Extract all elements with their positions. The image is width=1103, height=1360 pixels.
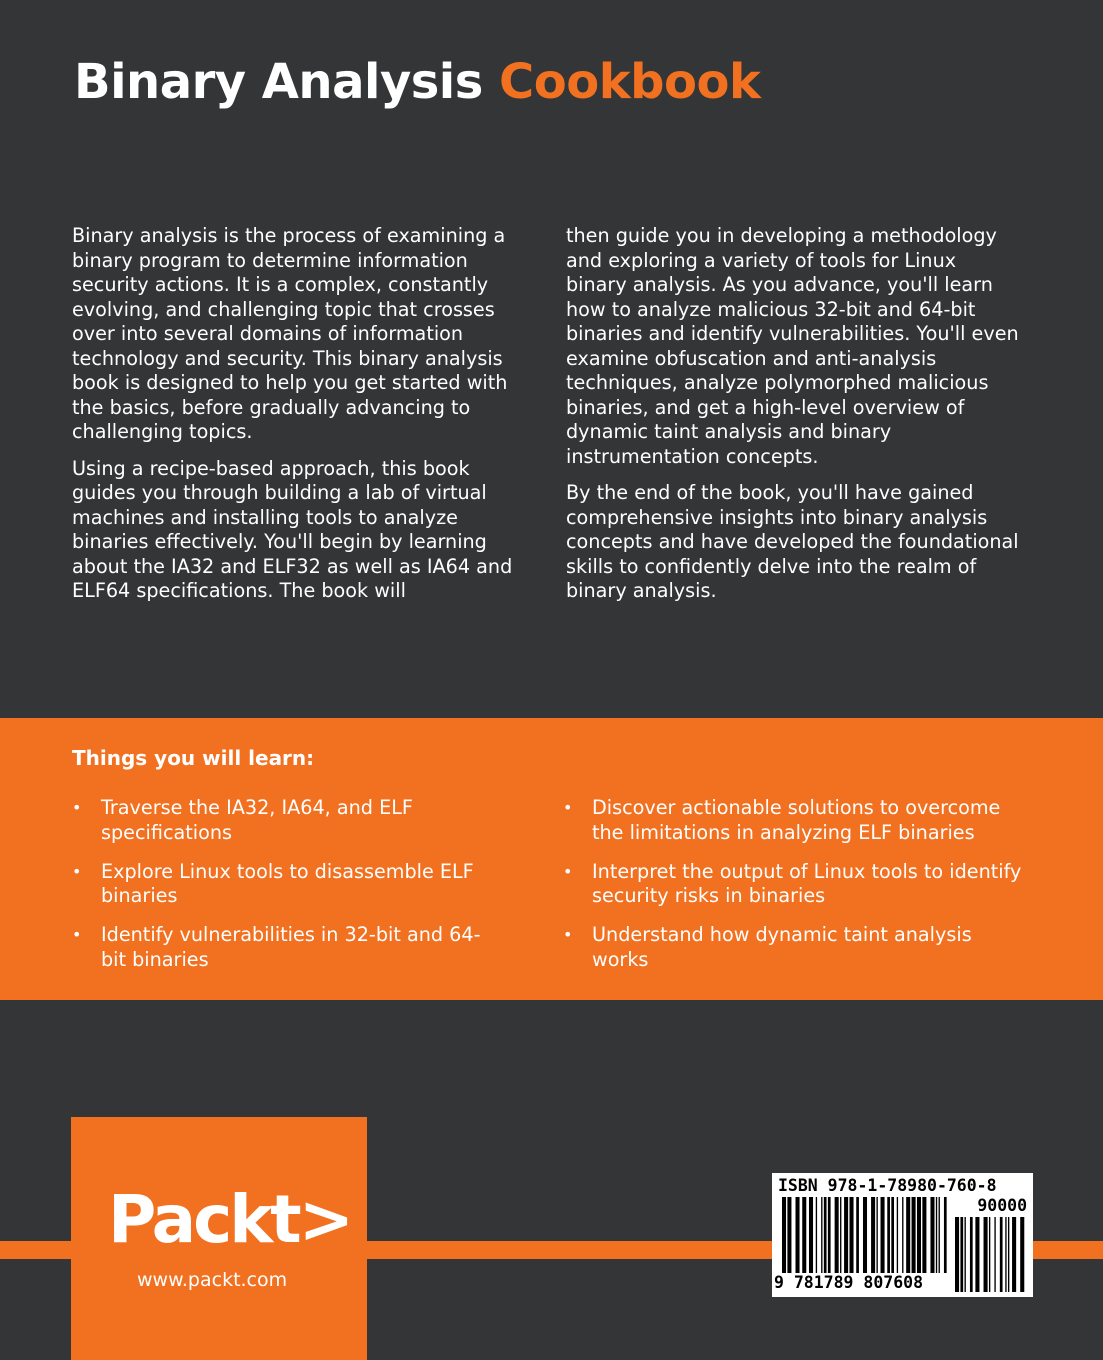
description-paragraph: Binary analysis is the process of examining a binary program to determine information security actions. It is a complex, constantly evolving, and challenging topic that crosses over into several domains of information technology and security. This binary analysis book is designed to help you get started with the basics, before gradually advancing to challenging topics. <box>72 224 508 443</box>
barcode-bar <box>787 1197 791 1273</box>
isbn-barcode <box>772 1173 1033 1297</box>
learn-item-text: Interpret the output of Linux tools to identify security risks in binaries <box>592 859 1022 907</box>
barcode-bar <box>1000 1217 1003 1292</box>
barcode-bar <box>930 1197 934 1273</box>
learn-item <box>72 796 492 860</box>
description-paragraph: Using a recipe-based approach, this book guides you through building a lab of virtual machines and installing tools to analyze binaries effectively. You'll begin by learning about the IA32 and ELF32 as well as IA64 and ELF64 specifications. The book will <box>72 456 513 602</box>
barcode-bar <box>856 1197 859 1273</box>
description-right-column <box>566 224 1021 616</box>
description-paragraph: By the end of the book, you'll have gained comprehensive insights into binary analysis concepts and have developed the foundational skills to confidently delve into the realm of binary analysis. <box>566 481 1019 602</box>
barcode-bar <box>891 1197 894 1273</box>
barcode-bar <box>955 1217 959 1292</box>
barcode-bar <box>960 1217 963 1292</box>
learn-item-text: Discover actionable solutions to overcome the limitations in analyzing ELF binaries <box>592 796 1001 844</box>
barcode-bar <box>936 1197 937 1273</box>
barcode-bar <box>881 1197 885 1273</box>
barcode-bar <box>782 1197 786 1273</box>
barcode-bar <box>902 1197 903 1273</box>
bullet-icon: • <box>563 861 573 881</box>
barcode-bar <box>989 1217 990 1292</box>
barcode-bar <box>970 1217 973 1292</box>
barcode-bar <box>984 1217 988 1292</box>
title-accent: Cookbook <box>499 54 761 110</box>
barcode-bar <box>796 1197 800 1273</box>
bullet-icon: • <box>72 925 82 944</box>
barcode-bar <box>876 1197 877 1273</box>
ean-digits: 9 781789 807608 <box>774 1273 924 1292</box>
learn-item <box>563 860 1023 924</box>
barcode-bar <box>816 1197 817 1273</box>
barcode-bar <box>835 1197 839 1273</box>
learn-list-right <box>563 796 1023 987</box>
learn-item <box>72 860 492 924</box>
barcode-bar <box>863 1197 867 1273</box>
barcode-bar <box>824 1197 827 1273</box>
packt-logo: Packt> <box>108 1181 352 1258</box>
book-title <box>74 52 760 112</box>
barcode-bar <box>849 1197 853 1273</box>
barcode-bar <box>1008 1217 1009 1292</box>
publisher-url[interactable]: www.packt.com <box>137 1269 288 1291</box>
learn-item <box>563 923 1023 987</box>
isbn-label: ISBN 978-1-78980-760-8 <box>778 1176 997 1195</box>
barcode-bar <box>840 1197 841 1273</box>
learn-item <box>72 923 492 987</box>
learn-item-text: Understand how dynamic taint analysis works <box>592 923 972 971</box>
learn-list-left <box>72 796 492 987</box>
title-main: Binary Analysis <box>74 54 483 110</box>
barcode-bar <box>922 1197 926 1273</box>
description-left-column <box>72 224 527 616</box>
learn-item-text: Explore Linux tools to disassemble ELF binaries <box>101 859 474 907</box>
barcode-bars-icon <box>782 1197 948 1273</box>
barcode-bar <box>975 1217 979 1292</box>
price-code: 90000 <box>977 1196 1027 1215</box>
barcode-bar <box>965 1217 966 1292</box>
barcode-bar <box>1020 1217 1024 1292</box>
bullet-icon: • <box>72 798 82 817</box>
barcode-bar <box>828 1197 831 1273</box>
barcode-bar <box>1012 1217 1016 1292</box>
barcode-bar <box>809 1197 813 1273</box>
barcode-bar <box>1005 1217 1006 1292</box>
barcode-bar <box>844 1197 848 1273</box>
learn-heading: Things you will learn: <box>72 746 315 770</box>
barcode-bar <box>906 1197 910 1273</box>
barcode-addon-bars-icon <box>955 1217 1027 1292</box>
learn-item-text: Traverse the IA32, IA64, and ELF specifications <box>101 796 413 844</box>
barcode-bar <box>912 1197 916 1273</box>
barcode-bar <box>821 1197 822 1273</box>
bullet-icon: • <box>563 798 573 817</box>
barcode-bar <box>802 1197 806 1273</box>
description-paragraph: then guide you in developing a methodology and exploring a variety of tools for Linux binary analysis. As you advance, you'll learn how to analyze malicious 32-bit and 64-bit binaries and identify vulnerabilities. You'll even examine obfuscation and anti-analysis techniques, analyze polymorphed malicious binaries, and get a high-level overview of dynamic taint analysis and binary instrumentation concepts. <box>566 224 1019 468</box>
learn-item <box>563 796 1023 860</box>
barcode-bar <box>897 1197 898 1273</box>
bullet-icon: • <box>563 925 573 944</box>
learn-item-text: Identify vulnerabilities in 32-bit and 64-bit binaries <box>101 923 481 971</box>
barcode-bar <box>939 1197 940 1273</box>
bullet-icon: • <box>72 861 82 881</box>
barcode-bar <box>871 1197 875 1273</box>
barcode-bar <box>994 1217 995 1292</box>
barcode-bar <box>887 1197 890 1273</box>
barcode-bar <box>944 1197 947 1273</box>
barcode-bar <box>917 1197 921 1273</box>
